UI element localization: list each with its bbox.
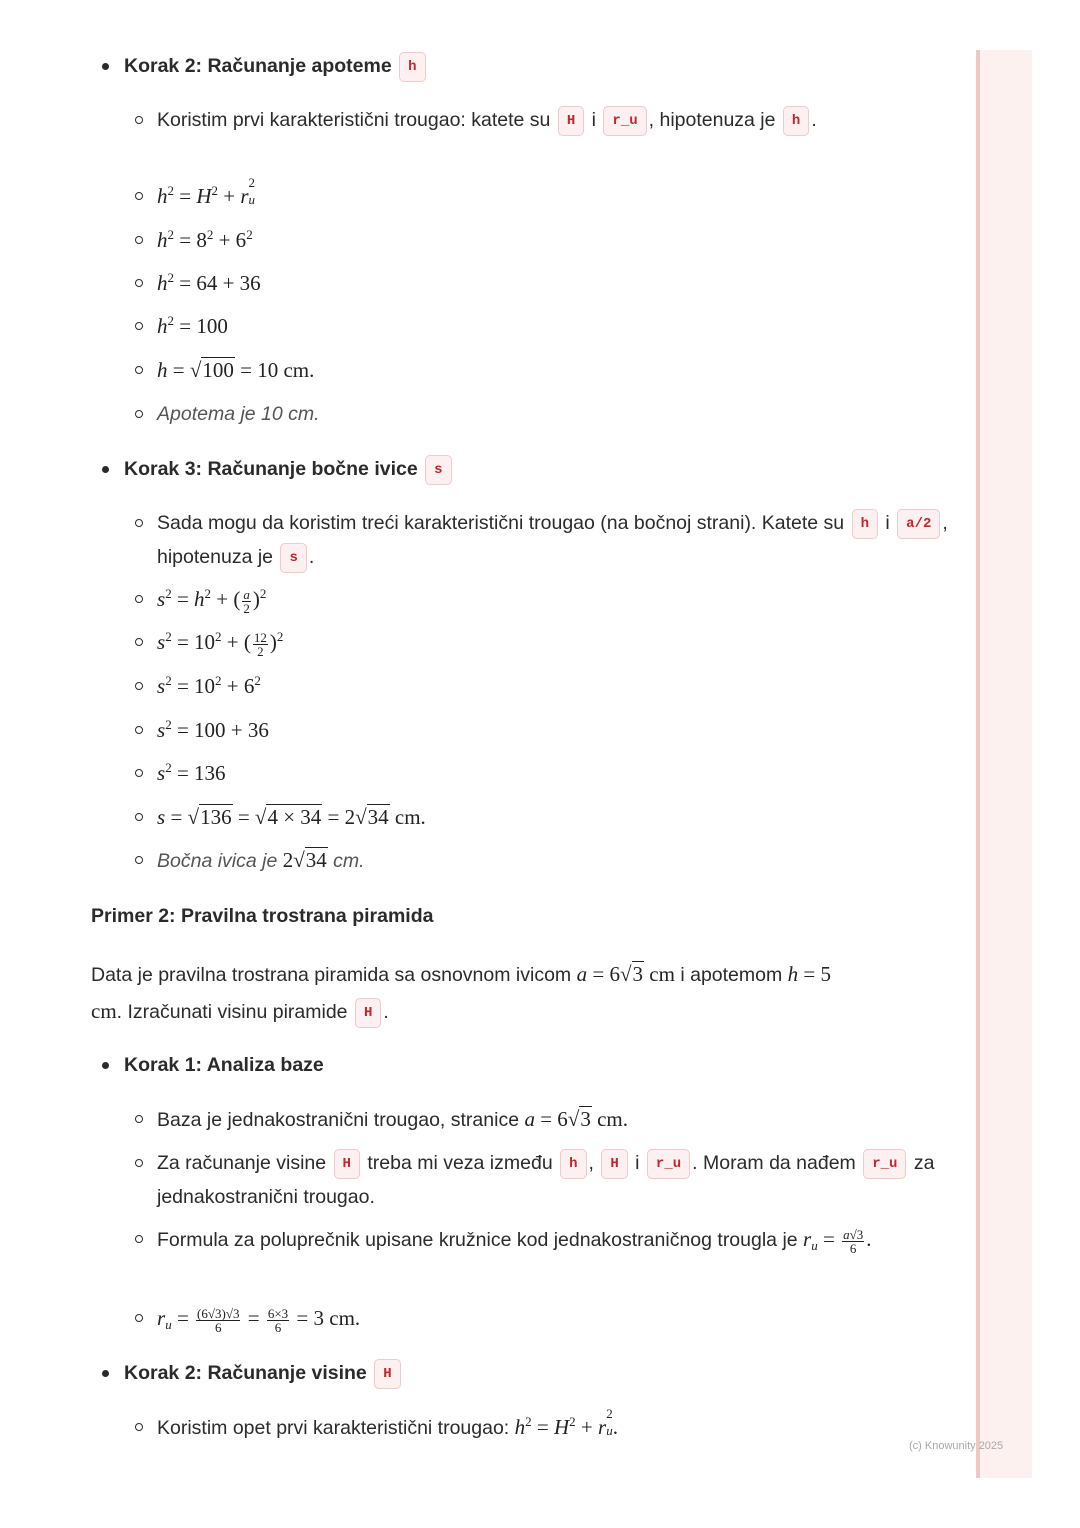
step-heading: Korak 1: Analiza baze: [0, 1048, 964, 1082]
bullet: [135, 1115, 143, 1123]
bullet: [135, 726, 143, 734]
bullet: [135, 1159, 143, 1167]
code-badge: h: [399, 52, 425, 82]
code-badge: r_u: [603, 106, 646, 136]
bullet: [102, 466, 109, 473]
text-content: Formula za poluprečnik upisane kružnice kod jednakostraničnog trougla je $r_u$ = $\frac{a√3}{6}$ .: [157, 1226, 872, 1256]
text-content: $h^2 = 64 + 36$: [157, 270, 261, 295]
text-content: $s^2 = 100 + 36$: [157, 717, 269, 742]
text-content: s = √136 = √4 × 34 = 2√34 cm.: [157, 805, 426, 829]
code-badge: h: [560, 1149, 586, 1179]
code-badge: a/2: [897, 509, 940, 539]
bullet: [135, 638, 143, 646]
code-badge: H: [558, 106, 584, 136]
math-line: [0, 756, 997, 791]
text-content: $h^2 = 8^2 + 6^2$: [157, 227, 253, 252]
list-item: [0, 1102, 997, 1137]
math-line: [0, 353, 997, 388]
math-line: [0, 309, 997, 344]
code-badge: H: [601, 1149, 627, 1179]
code-badge: s: [425, 455, 451, 485]
bullet: [135, 366, 143, 374]
bullet: [102, 63, 109, 70]
code-badge: H: [374, 1359, 400, 1389]
bullet: [135, 322, 143, 330]
bullet: [135, 410, 143, 418]
step-heading: Korak 3: Računanje bočne ivice s: [0, 452, 964, 486]
math-line: [0, 223, 997, 258]
list-item: Sada mogu da koristim treći karakteristični trougao (na bočnoj strani). Katete su h i a/2 , hipotenuza je s .: [0, 506, 997, 574]
bullet: [102, 1370, 109, 1377]
watermark: (c) Knowunity 2025: [909, 1440, 1004, 1452]
list-item: [0, 1146, 997, 1214]
bullet: [135, 236, 143, 244]
text-content: $h^2 = 100$: [157, 313, 228, 338]
math-line: [0, 669, 997, 704]
text-content: Bočna ivica je 2√34 cm.: [157, 848, 365, 872]
bullet: [135, 192, 143, 200]
math-line: [0, 625, 997, 660]
code-badge: h: [783, 106, 809, 136]
code-badge: r_u: [647, 1149, 690, 1179]
text-content: Baza je jednakostranični trougao, stranice a = 6√3 cm.: [157, 1107, 628, 1131]
example-paragraph: [0, 956, 831, 1030]
math-line: [0, 266, 997, 301]
bullet: [135, 279, 143, 287]
bullet: [135, 519, 143, 527]
bullet: [102, 1062, 109, 1069]
bullet: [135, 116, 143, 124]
bullet: [135, 682, 143, 690]
code-badge: H: [355, 998, 381, 1028]
bullet: [135, 769, 143, 777]
text-content: Za računanje visine H treba mi veza između h , H i r_u . Moram da nađem r_u za jednakostranični trougao.: [157, 1152, 934, 1208]
math-line: [0, 582, 997, 617]
text-content: Koristim opet prvi karakteristični trougao: $h^2 = H^2 + r^2$ u .: [157, 1406, 618, 1439]
bullet: [135, 1235, 143, 1243]
text-content: $s^2 = 10^2 + 6^2$: [157, 673, 261, 698]
code-badge: H: [334, 1149, 360, 1179]
code-badge: h: [852, 509, 878, 539]
text-content: $s^2 = h^2$ + ( $\frac{a}{2}$ )$^2$: [157, 586, 267, 616]
math-line: [0, 800, 997, 835]
code-badge: s: [280, 543, 306, 573]
code-badge: r_u: [863, 1149, 906, 1179]
text-content: $h^2 = H^2 + r^2$ u: [157, 175, 256, 208]
bullet: [135, 1314, 143, 1322]
list-item: [0, 1222, 997, 1257]
list-item: Koristim prvi karakteristični trougao: katete su H i r_u , hipotenuza je h .: [0, 103, 997, 137]
bullet: [135, 595, 143, 603]
text-content: $s^2 = 10^2$ + ( $\frac{12}{2}$ )$^2$: [157, 629, 284, 659]
math-line: [0, 175, 997, 214]
bullet: [135, 1423, 143, 1431]
step-heading: Korak 2: Računanje apoteme h: [0, 49, 964, 83]
conclusion: [0, 843, 997, 878]
math-line: [0, 1301, 997, 1336]
step-heading: Korak 2: Računanje visine H: [0, 1356, 964, 1390]
math-line: [0, 713, 997, 748]
list-item: [0, 1406, 997, 1445]
text-content: $s^2 = 136$: [157, 760, 226, 785]
text-content: Data je pravilna trostrana piramida sa osnovnom ivicom a = 6√3 cm i apotemom h = 5 cm. Izračunati visinu piramide H .: [91, 964, 831, 1023]
text-content: h = √100 = 10 cm.: [157, 358, 315, 382]
conclusion: Apotema je 10 cm.: [0, 397, 997, 431]
text-content: $r_u$ = $\frac{(6√3)√3}{6}$ = $\frac{6\times 3}{6}$ = 3 cm.: [157, 1305, 361, 1335]
bullet: [135, 856, 143, 864]
example-heading: Primer 2: Pravilna trostrana piramida: [91, 905, 434, 927]
bullet: [135, 813, 143, 821]
